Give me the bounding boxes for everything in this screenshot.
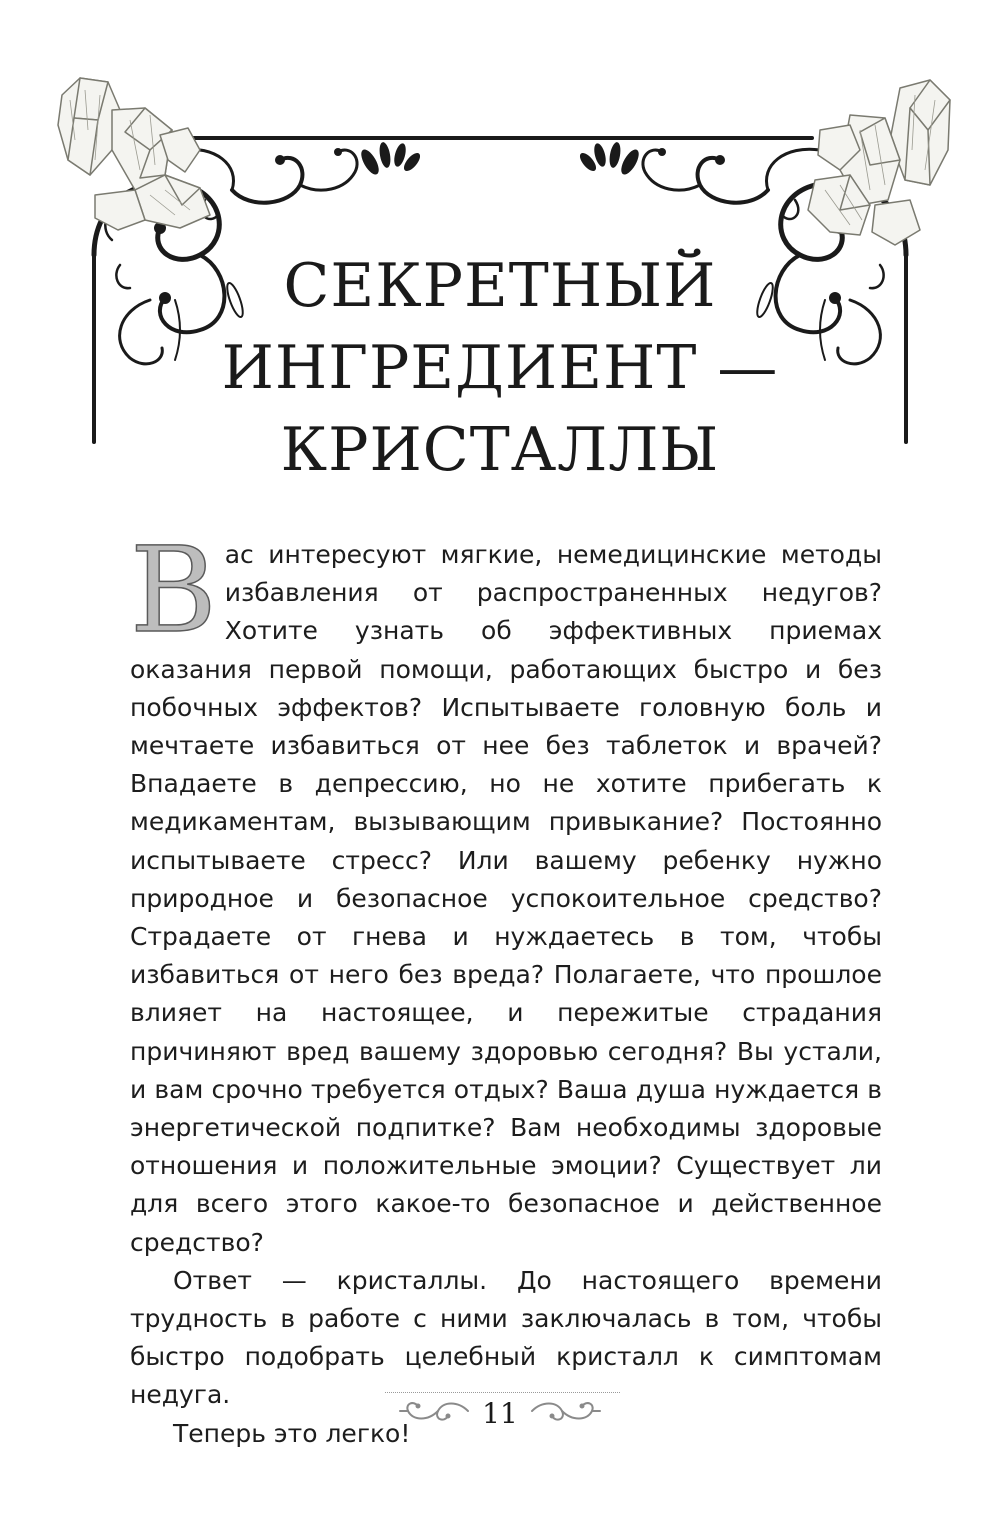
- page-number: 11: [482, 1397, 518, 1430]
- paragraph-1-text: ас интересуют мягкие, немедицинские методы избавления от распространенных недугов? Хотите узнать об эффективных приемах оказания первой помощи, работающих быстро и без побочных эффектов? Испытываете головную боль и мечтаете избавиться от нее без таблеток и врачей? Впадаете в депрессию, но не хотите прибегать к медикаментам, вызывающим привыкание? Постоянно испытываете стресс? Или вашему ребенку нужно природное и безопасное успокоительное средство? Страдаете от гнева и нуждаетесь в том, чтобы избавиться от него без вреда? Полагаете, что прошлое влияет на настоящее, и пережитые страдания причиняют вред вашему здоровью сегодня? Вы устали, и вам срочно требуется отдых? Ваша душа нуждается в энергетической подпитке? Вам необходимы здоровые отношения и положительные эмоции? Существует ли для всего этого какое-то безопасное и действенное средство?: [130, 540, 882, 1257]
- title-line-1: СЕКРЕТНЫЙ: [283, 251, 717, 321]
- body-text: [130, 521, 882, 1453]
- title-line-3: КРИСТАЛЛЫ: [280, 415, 720, 485]
- footer-flourish-icon-right: [527, 1396, 602, 1426]
- crystal-cluster-icon-left: [58, 78, 210, 230]
- crystal-cluster-icon-right: [808, 80, 950, 245]
- footer-divider: [385, 1392, 620, 1393]
- chapter-title: [150, 245, 850, 491]
- title-line-2: ИНГРЕДИЕНТ —: [221, 333, 779, 403]
- paragraph-3: Теперь это легко!: [173, 1418, 411, 1448]
- paragraph-1: [130, 521, 882, 1262]
- drop-cap: В: [130, 521, 217, 659]
- paragraph-2: Ответ — кристаллы. До настоящего времени трудность в работе с ними заключалась в том, чтобы быстро подобрать целебный кристалл к симптомам недуга.: [130, 1265, 882, 1410]
